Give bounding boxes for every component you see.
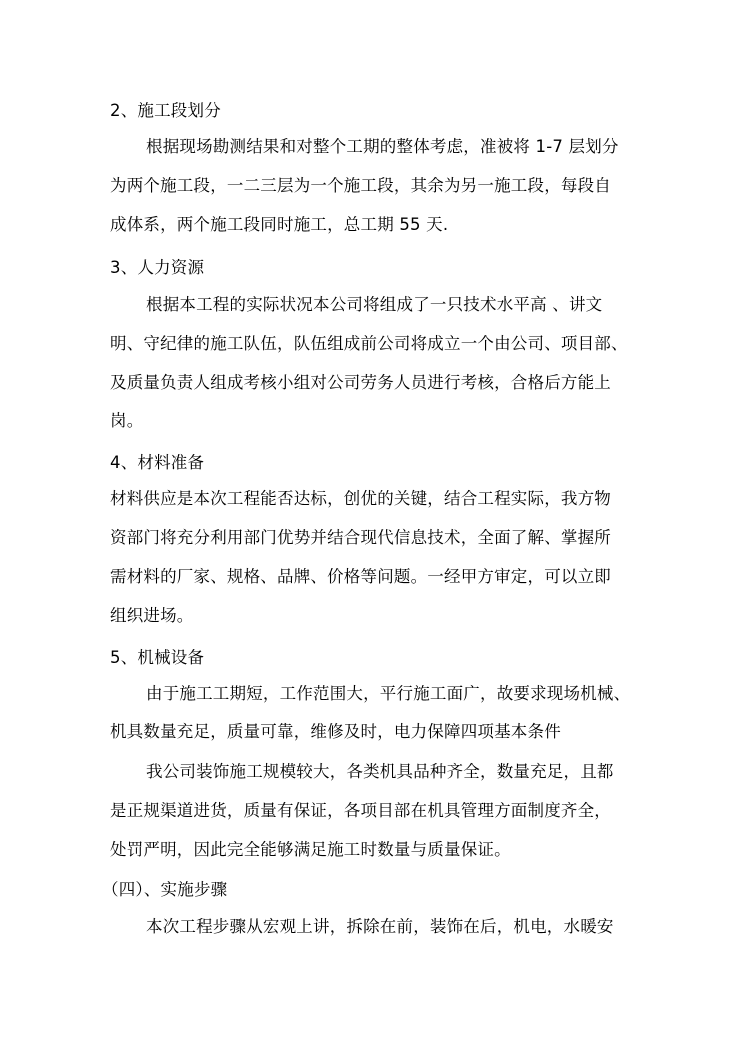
paragraph-line: 材料供应是本次工程能否达标，创优的关键，结合工程实际，我方物 [110,489,611,508]
paragraph-line: 根据现场勘测结果和对整个工期的整体考虑，准被将 1-7 层划分 [146,137,619,156]
paragraph-line: 根据本工程的实际状况本公司将组成了一只技术水平高 、讲文 [146,295,603,314]
section-heading-mechanical-equipment: 5、机械设备 [110,648,205,667]
section-heading-implementation-steps: （四）、实施步骤 [102,880,228,899]
paragraph-line: 处罚严明，因此完全能够满足施工时数量与质量保证。 [110,840,511,859]
section-heading-human-resources: 3、人力资源 [110,258,205,277]
paragraph-line: 资部门将充分利用部门优势并结合现代信息技术，全面了解、掌握所 [110,528,611,547]
section-heading-material-preparation: 4、材料准备 [110,453,205,472]
paragraph-line: 及质量负责人组成考核小组对公司劳务人员进行考核，合格后方能上 [110,373,611,392]
paragraph-line: 由于施工工期短，工作范围大，平行施工面广，故要求现场机械、 [146,684,631,703]
paragraph-line: 明、守纪律的施工队伍，队伍组成前公司将成立一个由公司、项目部、 [110,334,628,353]
paragraph-line: 需材料的厂家、规格、品牌、价格等问题。一经甲方审定，可以立即 [110,567,611,586]
paragraph-line: 成体系，两个施工段同时施工，总工期 55 天. [110,215,449,234]
paragraph-line: 为两个施工段，一二三层为一个施工段，其余为另一施工段，每段自 [110,176,611,195]
paragraph-line: 机具数量充足，质量可靠，维修及时，电力保障四项基本条件 [110,722,561,741]
paragraph-line: 组织进场。 [110,606,194,625]
paragraph-line: 我公司装饰施工规模较大，各类机具品种齐全，数量充足，且都 [146,762,614,781]
paragraph-line: 是正规渠道进货，质量有保证，各项目部在机具管理方面制度齐全， [110,801,611,820]
paragraph-line: 本次工程步骤从宏观上讲，拆除在前，装饰在后，机电，水暖安 [146,917,614,936]
paragraph-line: 岗。 [110,411,144,430]
section-heading-construction-stages: 2、施工段划分 [110,101,221,120]
